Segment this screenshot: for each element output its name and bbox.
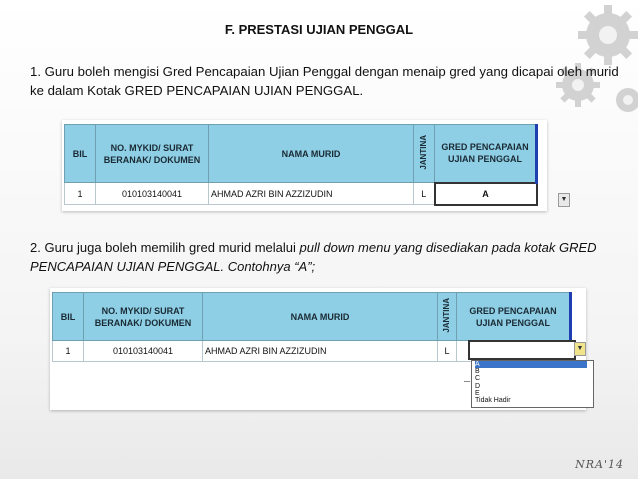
instruction-1: 1. Guru boleh mengisi Gred Pencapaian Ujian Penggal dengan menaip gred yang dicapai oleh murid ke dalam Kotak GRED PENCAPAIAN UJIAN PENGGAL.	[30, 64, 619, 98]
cell-nama-murid[interactable]: AHMAD AZRI BIN AZZIZUDIN	[203, 341, 438, 362]
instruction-2	[30, 238, 620, 276]
header-bil: BIL	[53, 293, 84, 341]
dropdown-arrow-button[interactable]	[574, 342, 586, 356]
table-row	[65, 183, 537, 205]
student-grade-table-1	[64, 124, 538, 206]
header-gred: GRED PENCAPAIAN UJIAN PENGGAL	[435, 125, 537, 183]
cell-mykid[interactable]: 010103140041	[84, 341, 203, 362]
header-nama-murid: NAMA MURID	[209, 125, 414, 183]
header-nama-murid: NAMA MURID	[203, 293, 438, 341]
cell-bil[interactable]: 1	[65, 183, 96, 205]
chevron-down-icon: ▼	[560, 196, 568, 203]
cell-bil[interactable]: 1	[53, 341, 84, 362]
spreadsheet-snippet-1	[62, 120, 547, 211]
header-mykid: NO. MYKID/ SURAT BERANAK/ DOKUMEN	[84, 293, 203, 341]
header-bil: BIL	[65, 125, 96, 183]
dropdown-option[interactable]: A	[475, 361, 587, 368]
cell-jantina[interactable]: L	[438, 341, 457, 362]
chevron-down-icon: ▼	[576, 345, 584, 352]
dropdown-option[interactable]: D	[475, 382, 481, 390]
dropdown-option[interactable]: B	[475, 368, 480, 376]
cell-nama-murid[interactable]: AHMAD AZRI BIN AZZIZUDIN	[209, 183, 414, 205]
footer-signature: NRA'14	[575, 458, 624, 471]
cell-gred[interactable]: A	[435, 183, 537, 205]
cursor-mark	[464, 381, 470, 388]
dropdown-option[interactable]: C	[475, 375, 481, 383]
instruction-2-lead: 2. Guru juga boleh memilih gred murid melalui	[30, 240, 300, 255]
header-jantina: JANTINA	[438, 293, 457, 341]
header-jantina: JANTINA	[414, 125, 435, 183]
section-title: F. PRESTASI UJIAN PENGGAL	[224, 22, 414, 37]
header-gred: GRED PENCAPAIAN UJIAN PENGGAL	[457, 293, 571, 341]
cell-jantina[interactable]: L	[414, 183, 435, 205]
spreadsheet-snippet-2	[50, 288, 586, 410]
selected-cell-outline	[468, 340, 576, 360]
dropdown-option[interactable]: E	[475, 389, 480, 397]
dropdown-arrow-button[interactable]	[558, 193, 570, 207]
dropdown-option[interactable]: Tidak Hadir	[475, 397, 511, 405]
cell-mykid[interactable]: 010103140041	[96, 183, 209, 205]
grade-dropdown-list[interactable]	[471, 360, 594, 408]
header-mykid: NO. MYKID/ SURAT BERANAK/ DOKUMEN	[96, 125, 209, 183]
instruction-2-italic: pull down menu yang disediakan pada kotak GRED PENCAPAIAN UJIAN PENGGAL. Contohnya “A”;	[30, 240, 597, 274]
